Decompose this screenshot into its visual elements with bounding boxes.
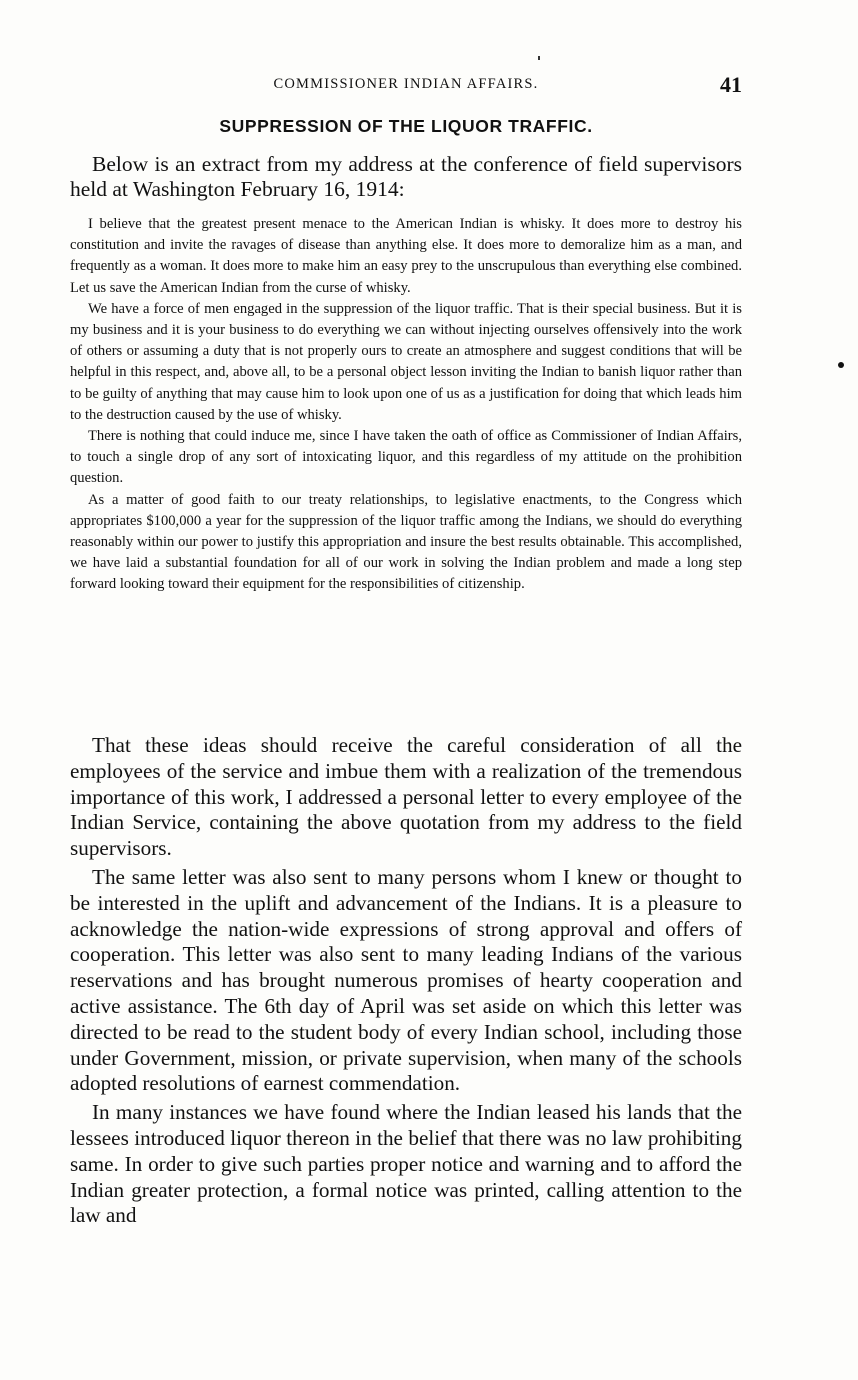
intro-paragraph: Below is an extract from my address at the conference of field supervisors held at Washington February 16, 1914:: [70, 152, 742, 201]
quote-paragraph: There is nothing that could induce me, since I have taken the oath of office as Commissioner of Indian Affairs, to touch a single drop of any sort of intoxicating liquor, and this regardless of my attitude on the prohibition question.: [70, 428, 742, 487]
quote-paragraph: I believe that the greatest present menace to the American Indian is whisky. It does more to destroy his constitution and invite the ravages of disease than anything else. It does more to demoralize him as a man, and frequently as a woman. It does more to make him an easy prey to the unscrupulous than everything else combined. Let us save the American Indian from the curse of whisky.: [70, 216, 742, 296]
print-speck: [538, 56, 540, 60]
quote-paragraph: As a matter of good faith to our treaty relationships, to legislative enactments, to the Congress which appropriates $100,000 a year for the suppression of the liquor traffic among the Indians, we should do everything reasonably within our power to justify this appropriation and insure the best results obtainable. This accomplished, we have laid a substantial foundation for all of our work in solving the Indian problem and made a long step forward looking toward their equipment for the responsibilities of citizenship.: [70, 491, 742, 593]
body-paragraph: In many instances we have found where the Indian leased his lands that the lessees introduced liquor thereon in the belief that there was no law prohibiting same. In order to give such parties proper notice and warning and to afford the Indian greater protection, a formal notice was printed, calling attention to the law and: [70, 1100, 742, 1228]
address-extract-quote: [70, 214, 742, 596]
running-title: COMMISSIONER INDIAN AFFAIRS.: [273, 76, 539, 92]
quote-paragraph: We have a force of men engaged in the suppression of the liquor traffic. That is their special business. But it is my business and it is your business to do everything we can without injecting ourselves offensively into the work of others or assuming a duty that is not properly ours to create an atmosphere and suggest conditions that will be helpful in this respect, and, above all, to be a personal object lesson inviting the Indian to banish liquor rather than to be guilty of anything that may cause him to look upon one of us as a justification for doing that which leads him to the destruction caused by the use of whisky.: [70, 300, 742, 423]
margin-dot-mark: [838, 362, 844, 368]
main-body: [70, 733, 742, 1232]
body-paragraph: The same letter was also sent to many persons whom I knew or thought to be interested in the uplift and advancement of the Indians. It is a pleasure to acknowledge the nation-wide expressions of strong approval and offers of cooperation. This letter was also sent to many leading Indians of the various reservations and has brought numerous promises of hearty cooperation and active assistance. The 6th day of April was set aside on which this letter was directed to be read to the student body of every Indian school, including those under Government, mission, or private supervision, when many of the schools adopted resolutions of earnest commendation.: [70, 864, 742, 1096]
body-paragraph: That these ideas should receive the careful consideration of all the employees of the service and imbue them with a realization of the tremendous importance of this work, I addressed a personal letter to every employee of the Indian Service, containing the above quotation from my address to the field supervisors.: [70, 733, 742, 861]
section-title: SUPPRESSION OF THE LIQUOR TRAFFIC.: [219, 116, 593, 136]
running-header: [70, 72, 742, 98]
page-number: 41: [720, 72, 742, 97]
